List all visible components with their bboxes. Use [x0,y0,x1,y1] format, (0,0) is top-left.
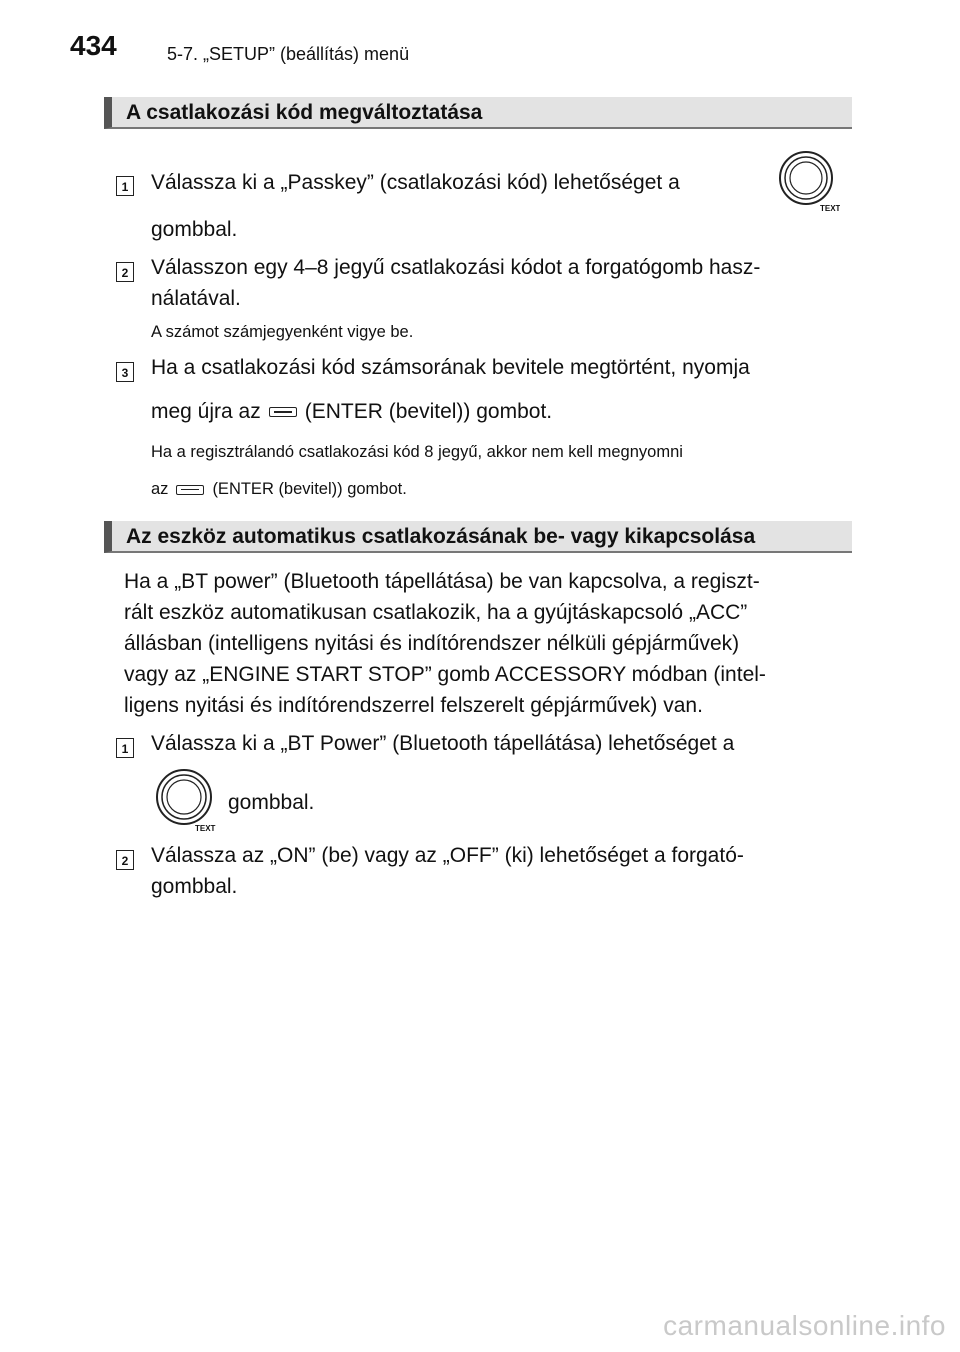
watermark: carmanualsonline.info [663,1310,946,1341]
step-note: az (ENTER (bevitel)) gombot. [151,480,407,498]
section-heading-text: Az eszköz automatikus csatlakozásának be- vagy kikapcsolása [126,525,756,548]
enter-button-icon [269,407,297,417]
step-badge-2: 2 [116,850,134,870]
step-badge-1: 1 [116,176,134,196]
tune-knob-icon [778,150,840,219]
step-text: gombbal. [151,218,238,241]
svg-text:TEXT: TEXT [195,824,216,833]
svg-text:TEXT: TEXT [820,204,840,213]
step-text: Válassza az „ON” (be) vagy az „OFF” (ki) lehetőséget a forgató- [151,844,744,867]
page-number: 434 [70,30,117,61]
step-badge-3: 3 [116,362,134,382]
step-badge-2: 2 [116,262,134,282]
section-heading-passkey [104,97,852,129]
step-badge-1: 1 [116,738,134,758]
step-text: meg újra az (ENTER (bevitel)) gombot. [151,400,553,423]
step-text: Válassza ki a „Passkey” (csatlakozási kód) lehetőséget a [151,171,680,194]
paragraph-line: állásban (intelligens nyitási és indítórendszer nélküli gépjárművek) [124,632,740,655]
step-text: gombbal. [228,791,315,814]
section-heading-text: A csatlakozási kód megváltoztatása [126,101,483,124]
step-text: Válasszon egy 4–8 jegyű csatlakozási kódot a forgatógomb hasz- [151,256,761,279]
step-text: nálatával. [151,287,241,310]
paragraph-line: vagy az „ENGINE START STOP” gomb ACCESSORY módban (intel- [124,663,766,686]
step-note: Ha a regisztrálandó csatlakozási kód 8 jegyű, akkor nem kell megnyomni [151,443,683,461]
tune-knob-icon [155,768,221,839]
step-text: gombbal. [151,875,238,898]
step-text: Válassza ki a „BT Power” (Bluetooth tápellátása) lehetőséget a [151,732,735,755]
chapter-title: 5-7. „SETUP” (beállítás) menü [167,44,410,64]
step-text: Ha a csatlakozási kód számsorának bevitele megtörtént, nyomja [151,356,750,379]
section-heading-auto-connect [104,521,852,553]
paragraph-line: rált eszköz automatikusan csatlakozik, ha a gyújtáskapcsoló „ACC” [124,601,748,624]
enter-button-icon [176,485,204,495]
step-note: A számot számjegyenként vigye be. [151,323,414,341]
paragraph-line: Ha a „BT power” (Bluetooth tápellátása) be van kapcsolva, a regiszt- [124,570,760,593]
paragraph-line: ligens nyitási és indítórendszerrel felszerelt gépjárművek) van. [124,694,703,717]
